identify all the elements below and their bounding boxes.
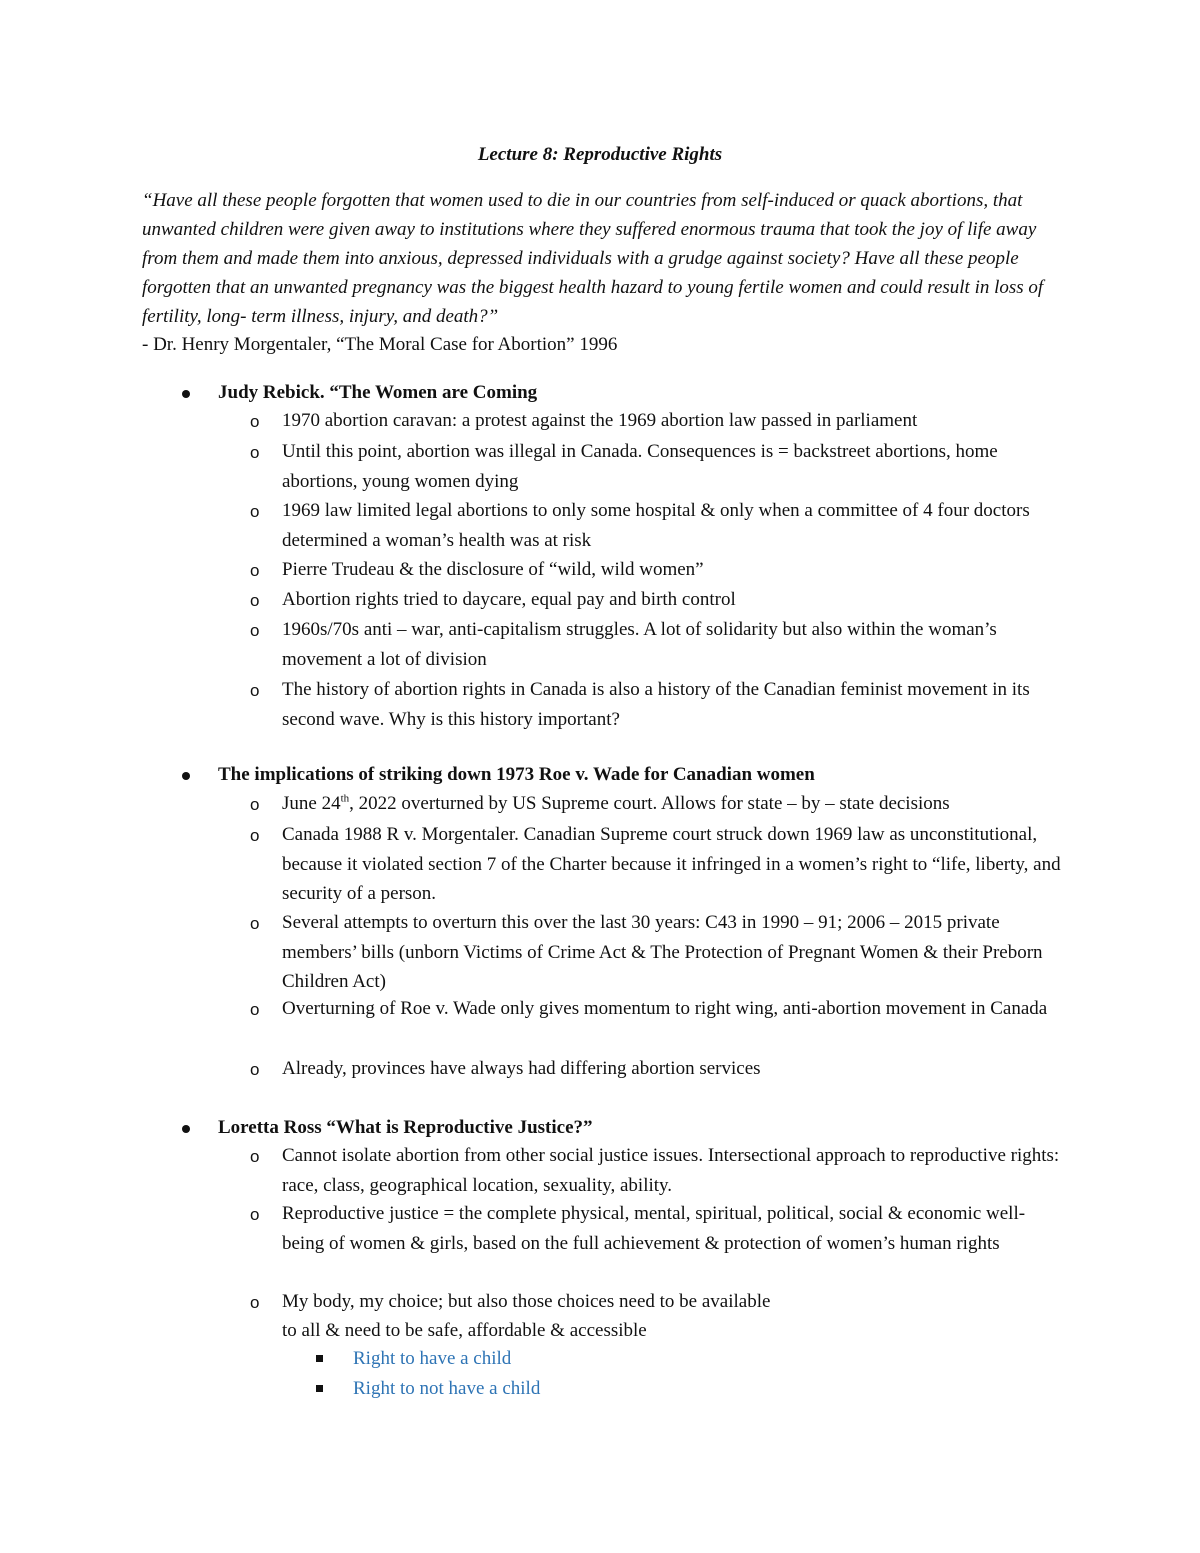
- list-item: The history of abortion rights in Canada is also a history of the Canadian feminist movement in its second wave. Why is this history important?: [282, 679, 1030, 730]
- sub-list-item: Right to not have a child: [353, 1378, 541, 1399]
- list-item: Overturning of Roe v. Wade only gives momentum to right wing, anti-abortion movement in Canada: [282, 998, 1048, 1019]
- list-item: Already, provinces have always had differing abortion services: [282, 1058, 761, 1079]
- circle-bullet-icon: o: [250, 591, 260, 610]
- circle-bullet-icon: o: [250, 443, 260, 462]
- sub-list-item: Right to have a child: [353, 1348, 512, 1369]
- circle-bullet-icon: o: [250, 1205, 260, 1224]
- page-title: Lecture 8: Reproductive Rights: [477, 144, 723, 165]
- list-item: Until this point, abortion was illegal in Canada. Consequences is = backstreet abortions, home abortions, young women dying: [282, 441, 998, 492]
- superscript: th: [340, 792, 350, 805]
- quote-attribution: - Dr. Henry Morgentaler, “The Moral Case for Abortion” 1996: [142, 334, 618, 355]
- bullet-dot-icon: [182, 772, 190, 780]
- list-item: [282, 789, 1062, 819]
- circle-bullet-icon: o: [250, 1293, 260, 1312]
- list-item-text: June 24: [282, 793, 341, 814]
- square-bullet-icon: [316, 1355, 323, 1362]
- list-item: Cannot isolate abortion from other social justice issues. Intersectional approach to reproductive rights: race, class, geographical location, sexuality, ability.: [282, 1145, 1060, 1196]
- list-item: 1970 abortion caravan: a protest against the 1969 abortion law passed in parliament: [282, 410, 918, 431]
- circle-bullet-icon: o: [250, 914, 260, 933]
- list-item-text: , 2022 overturned by US Supreme court. Allows for state – by – state decisions: [349, 793, 950, 814]
- circle-bullet-icon: o: [250, 795, 260, 814]
- circle-bullet-icon: o: [250, 502, 260, 521]
- square-bullet-icon: [316, 1385, 323, 1392]
- circle-bullet-icon: o: [250, 412, 260, 431]
- circle-bullet-icon: o: [250, 1060, 260, 1079]
- circle-bullet-icon: o: [250, 561, 260, 580]
- circle-bullet-icon: o: [250, 621, 260, 640]
- bullet-dot-icon: [182, 390, 190, 398]
- list-item: 1969 law limited legal abortions to only some hospital & only when a committee of 4 four doctors determined a woman’s health was at risk: [282, 500, 1030, 551]
- list-item-continuation: to all & need to be safe, affordable & accessible: [282, 1320, 647, 1341]
- section-heading: Loretta Ross “What is Reproductive Justice?”: [218, 1117, 593, 1138]
- list-item: Several attempts to overturn this over the last 30 years: C43 in 1990 – 91; 2006 – 2015 private members’ bills (unborn Victims of Crime Act & The Protection of Pregnant Women & their Preborn Children Act): [282, 912, 1043, 992]
- opening-quote: “Have all these people forgotten that women used to die in our countries from self-induced or quack abortions, that unwanted children were given away to institutions where they suffered enormous trauma that took the joy of life away from them and made them into anxious, depressed individuals with a grudge against society? Have all these people forgotten that an unwanted pregnancy was the biggest health hazard to young fertile women and could result in loss of fertility, long- term illness, injury, and death?”: [142, 190, 1044, 327]
- bullet-dot-icon: [182, 1125, 190, 1133]
- list-item: My body, my choice; but also those choices need to be available: [282, 1291, 771, 1312]
- list-item: 1960s/70s anti – war, anti-capitalism struggles. A lot of solidarity but also within the woman’s movement a lot of division: [282, 619, 997, 670]
- list-item: Reproductive justice = the complete physical, mental, spiritual, political, social & economic well-being of women & girls, based on the full achievement & protection of women’s human rights: [282, 1203, 1026, 1254]
- circle-bullet-icon: o: [250, 681, 260, 700]
- circle-bullet-icon: o: [250, 1147, 260, 1166]
- list-item: Canada 1988 R v. Morgentaler. Canadian Supreme court struck down 1969 law as unconstitutional, because it violated section 7 of the Charter because it infringed in a women’s right to “life, liberty, and security of a person.: [282, 824, 1061, 904]
- list-item: Abortion rights tried to daycare, equal pay and birth control: [282, 589, 736, 610]
- section-heading: The implications of striking down 1973 Roe v. Wade for Canadian women: [218, 764, 815, 785]
- circle-bullet-icon: o: [250, 826, 260, 845]
- list-item: Pierre Trudeau & the disclosure of “wild, wild women”: [282, 559, 704, 580]
- circle-bullet-icon: o: [250, 1000, 260, 1019]
- section-heading: Judy Rebick. “The Women are Coming: [218, 382, 538, 403]
